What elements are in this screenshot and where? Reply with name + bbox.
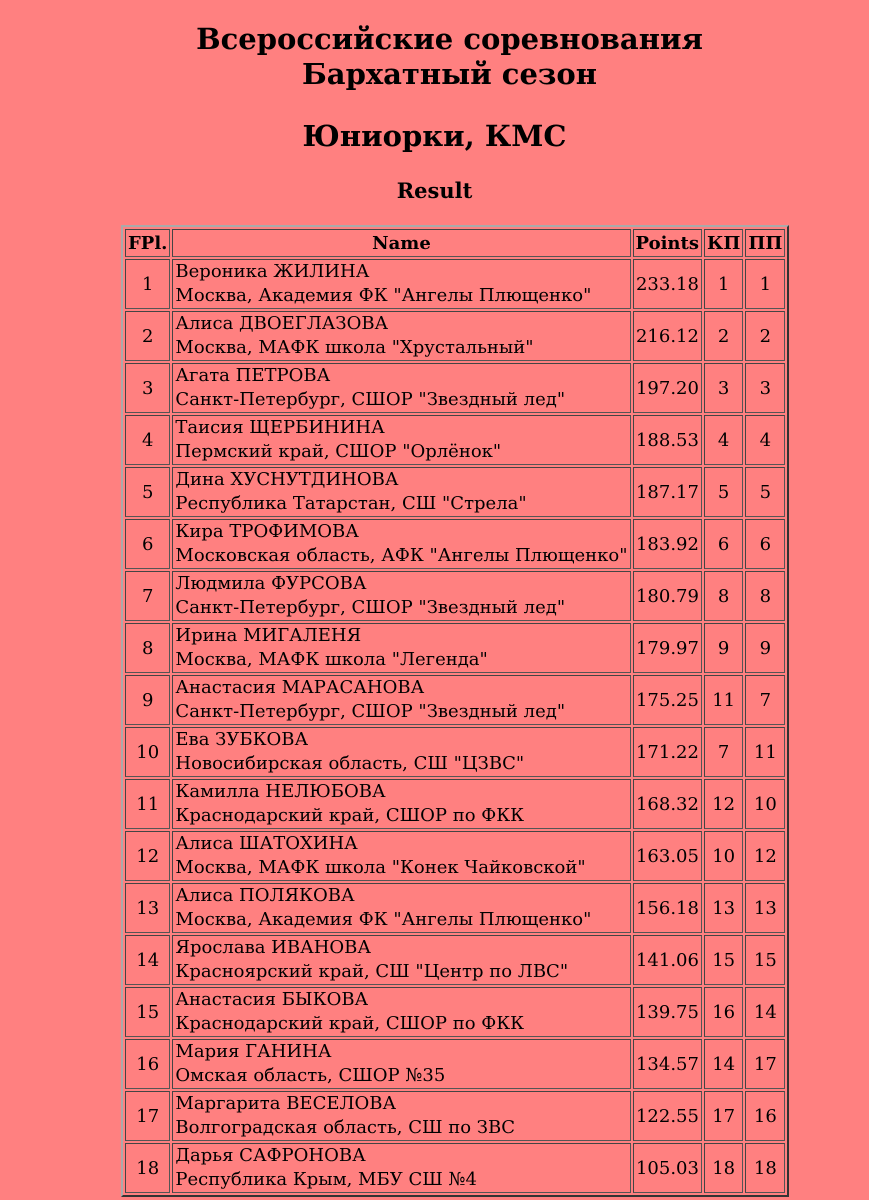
skater-club: Московская область, АФК "Ангелы Плющенко" [175,545,628,566]
skater-name: Мария ГАНИНА [175,1041,332,1062]
free-skate-place-cell: 18 [745,1143,785,1193]
skater-club: Москва, Академия ФК "Ангелы Плющенко" [175,909,592,930]
place-cell: 6 [125,519,170,569]
short-program-place-cell: 15 [704,935,743,985]
points-cell: 197.20 [633,363,702,413]
skater-club: Краснодарский край, СШОР по ФКК [175,1013,525,1034]
free-skate-place-cell: 17 [745,1039,785,1089]
table-row [125,935,785,985]
place-cell: 8 [125,623,170,673]
skater-cell [172,415,630,465]
skater-club: Красноярский край, СШ "Центр по ЛВС" [175,961,569,982]
skater-name: Алиса ПОЛЯКОВА [175,885,355,906]
skater-cell [172,1091,630,1141]
place-cell: 16 [125,1039,170,1089]
points-cell: 156.18 [633,883,702,933]
place-cell: 10 [125,727,170,777]
free-skate-place-cell: 14 [745,987,785,1037]
short-program-place-cell: 4 [704,415,743,465]
column-header-place: FPl. [125,229,170,257]
free-skate-place-cell: 8 [745,571,785,621]
table-row [125,1143,785,1193]
skater-cell [172,311,630,361]
skater-club: Пермский край, СШОР "Орлёнок" [175,441,502,462]
skater-name: Анастасия БЫКОВА [175,989,369,1010]
short-program-place-cell: 13 [704,883,743,933]
skater-cell [172,883,630,933]
short-program-place-cell: 14 [704,1039,743,1089]
place-cell: 15 [125,987,170,1037]
skater-name: Алиса ДВОЕГЛАЗОВА [175,313,389,334]
free-skate-place-cell: 10 [745,779,785,829]
table-row [125,519,785,569]
free-skate-place-cell: 9 [745,623,785,673]
skater-cell [172,259,630,309]
skater-name: Анастасия МАРАСАНОВА [175,677,425,698]
free-skate-place-cell: 16 [745,1091,785,1141]
place-cell: 17 [125,1091,170,1141]
short-program-place-cell: 11 [704,675,743,725]
short-program-place-cell: 1 [704,259,743,309]
skater-cell [172,675,630,725]
points-cell: 163.05 [633,831,702,881]
table-row [125,311,785,361]
place-cell: 18 [125,1143,170,1193]
skater-cell [172,831,630,881]
column-header-name: Name [172,229,630,257]
skater-cell [172,1143,630,1193]
table-row [125,467,785,517]
skater-cell [172,363,630,413]
free-skate-place-cell: 2 [745,311,785,361]
skater-club: Республика Татарстан, СШ "Стрела" [175,493,527,514]
table-row [125,779,785,829]
table-row [125,571,785,621]
place-cell: 5 [125,467,170,517]
result-heading: Result [396,178,473,203]
skater-name: Маргарита ВЕСЕЛОВА [175,1093,397,1114]
free-skate-place-cell: 1 [745,259,785,309]
table-row [125,675,785,725]
short-program-place-cell: 8 [704,571,743,621]
skater-name: Вероника ЖИЛИНА [175,261,370,282]
points-cell: 180.79 [633,571,702,621]
skater-club: Санкт-Петербург, СШОР "Звездный лед" [175,389,566,410]
short-program-place-cell: 2 [704,311,743,361]
table-row [125,727,785,777]
short-program-place-cell: 6 [704,519,743,569]
table-row [125,831,785,881]
table-row [125,415,785,465]
skater-club: Санкт-Петербург, СШОР "Звездный лед" [175,597,566,618]
skater-cell [172,727,630,777]
points-cell: 216.12 [633,311,702,361]
table-row [125,259,785,309]
free-skate-place-cell: 12 [745,831,785,881]
skater-cell [172,519,630,569]
place-cell: 2 [125,311,170,361]
skater-name: Людмила ФУРСОВА [175,573,367,594]
skater-cell [172,571,630,621]
short-program-place-cell: 10 [704,831,743,881]
skater-cell [172,779,630,829]
short-program-place-cell: 7 [704,727,743,777]
points-cell: 122.55 [633,1091,702,1141]
table-row [125,363,785,413]
skater-name: Алиса ШАТОХИНА [175,833,358,854]
short-program-place-cell: 12 [704,779,743,829]
skater-name: Агата ПЕТРОВА [175,365,331,386]
place-cell: 7 [125,571,170,621]
table-row [125,987,785,1037]
points-cell: 188.53 [633,415,702,465]
points-cell: 175.25 [633,675,702,725]
results-body [125,259,785,1193]
skater-club: Краснодарский край, СШОР по ФКК [175,805,525,826]
column-header-fs: ПП [745,229,785,257]
column-header-points: Points [633,229,702,257]
free-skate-place-cell: 5 [745,467,785,517]
skater-club: Республика Крым, МБУ СШ №4 [175,1169,477,1190]
points-cell: 233.18 [633,259,702,309]
skater-name: Таисия ЩЕРБИНИНА [175,417,385,438]
skater-name: Ярослава ИВАНОВА [175,937,372,958]
short-program-place-cell: 17 [704,1091,743,1141]
skater-name: Ева ЗУБКОВА [175,729,309,750]
free-skate-place-cell: 6 [745,519,785,569]
table-row [125,1091,785,1141]
place-cell: 4 [125,415,170,465]
table-row [125,1039,785,1089]
skater-club: Москва, Академия ФК "Ангелы Плющенко" [175,285,592,306]
skater-club: Москва, МАФК школа "Легенда" [175,649,488,670]
skater-name: Кира ТРОФИМОВА [175,521,359,542]
table-row [125,623,785,673]
column-header-sp: КП [704,229,743,257]
skater-name: Дина ХУСНУТДИНОВА [175,469,399,490]
skater-cell [172,987,630,1037]
free-skate-place-cell: 13 [745,883,785,933]
skater-cell [172,623,630,673]
place-cell: 13 [125,883,170,933]
results-table [121,225,789,1197]
place-cell: 11 [125,779,170,829]
place-cell: 3 [125,363,170,413]
free-skate-place-cell: 4 [745,415,785,465]
points-cell: 139.75 [633,987,702,1037]
skater-name: Ирина МИГАЛЕНЯ [175,625,362,646]
free-skate-place-cell: 11 [745,727,785,777]
points-cell: 171.22 [633,727,702,777]
short-program-place-cell: 3 [704,363,743,413]
points-cell: 168.32 [633,779,702,829]
page-title: Всероссийские соревнования Бархатный сезон [196,22,703,91]
table-row [125,883,785,933]
points-cell: 141.06 [633,935,702,985]
place-cell: 14 [125,935,170,985]
free-skate-place-cell: 3 [745,363,785,413]
skater-cell [172,935,630,985]
skater-cell [172,1039,630,1089]
points-cell: 105.03 [633,1143,702,1193]
place-cell: 12 [125,831,170,881]
short-program-place-cell: 16 [704,987,743,1037]
points-cell: 134.57 [633,1039,702,1089]
place-cell: 9 [125,675,170,725]
skater-club: Омская область, СШОР №35 [175,1065,446,1086]
short-program-place-cell: 9 [704,623,743,673]
free-skate-place-cell: 7 [745,675,785,725]
free-skate-place-cell: 15 [745,935,785,985]
skater-club: Санкт-Петербург, СШОР "Звездный лед" [175,701,566,722]
points-cell: 183.92 [633,519,702,569]
short-program-place-cell: 18 [704,1143,743,1193]
short-program-place-cell: 5 [704,467,743,517]
skater-club: Волгоградская область, СШ по ЗВС [175,1117,516,1138]
category-title: Юниорки, КМС [302,119,567,153]
skater-club: Новосибирская область, СШ "ЦЗВС" [175,753,525,774]
skater-cell [172,467,630,517]
skater-name: Дарья САФРОНОВА [175,1145,366,1166]
points-cell: 187.17 [633,467,702,517]
points-cell: 179.97 [633,623,702,673]
skater-club: Москва, МАФК школа "Конек Чайковской" [175,857,586,878]
skater-name: Камилла НЕЛЮБОВА [175,781,386,802]
place-cell: 1 [125,259,170,309]
header-row [125,229,785,257]
skater-club: Москва, МАФК школа "Хрустальный" [175,337,534,358]
